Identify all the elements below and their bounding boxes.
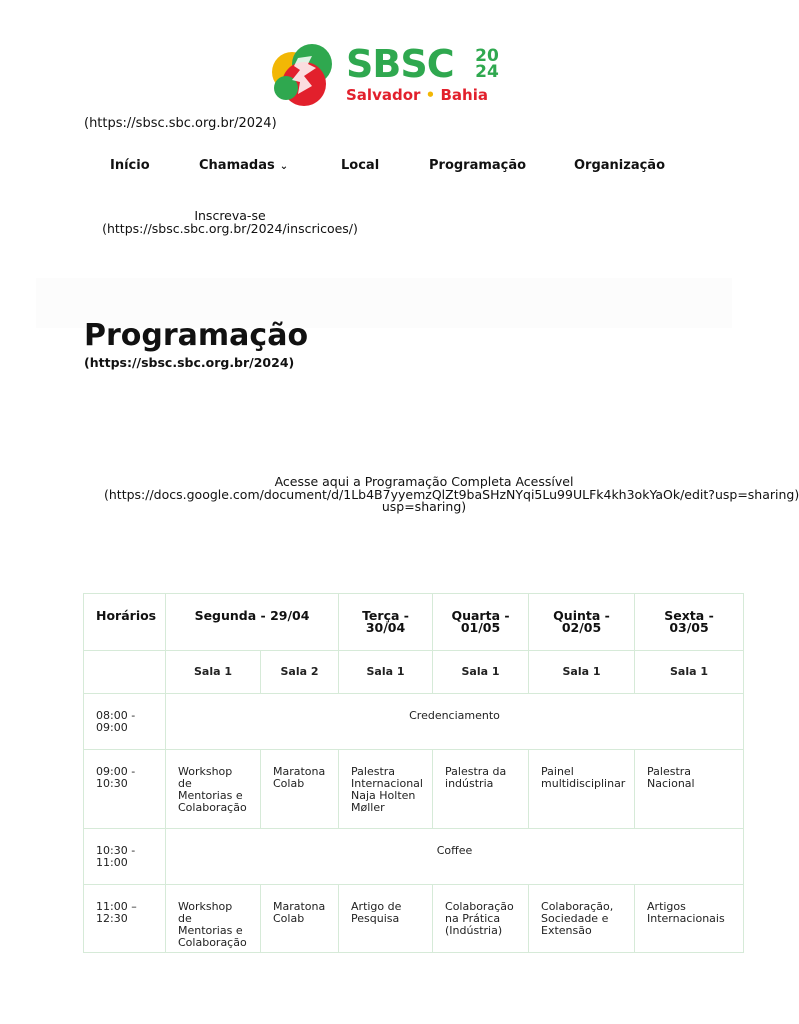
row-span-event: Credenciamento bbox=[166, 694, 744, 750]
row-time: 11:00 – 12:30 bbox=[84, 885, 166, 953]
logo-brand: SBSC bbox=[346, 42, 454, 86]
event-cell: Colaboração na Prática (Indústria) bbox=[433, 885, 529, 953]
table-row bbox=[84, 885, 744, 953]
logo-city: Salvador • Bahia bbox=[346, 86, 488, 104]
nav-item-local[interactable]: Local bbox=[341, 158, 380, 173]
row-time: 09:00 - 10:30 bbox=[84, 750, 166, 829]
accessible-program-link[interactable]: Acesse aqui a Programação Completa Acessível (https://docs.google.com/document/d/1Lb4B7yyemzQlZt9baSHzNYqi5Lu99ULFk4kh3okYaOk/edit?usp=sharing) usp=sharing) bbox=[104, 474, 799, 514]
row-span-event: Coffee bbox=[166, 829, 744, 885]
event-cell: Workshop de Mentorias e Colaboração bbox=[166, 750, 261, 829]
page-title: Programação bbox=[84, 318, 309, 353]
room-empty bbox=[84, 651, 166, 694]
event-cell: Artigo de Pesquisa bbox=[339, 885, 433, 953]
logo-link-url[interactable]: (https://sbsc.sbc.org.br/2024) bbox=[84, 116, 277, 131]
header-terca: Terça - 30/04 bbox=[339, 594, 433, 651]
row-time: 08:00 - 09:00 bbox=[84, 694, 166, 750]
table-header-row bbox=[84, 594, 744, 651]
event-cell: Maratona Colab bbox=[261, 750, 339, 829]
event-cell: Palestra Nacional bbox=[635, 750, 744, 829]
table-row bbox=[84, 694, 744, 750]
event-cell: Maratona Colab bbox=[261, 885, 339, 953]
header-segunda: Segunda - 29/04 bbox=[166, 594, 339, 651]
room-tue-1: Sala 1 bbox=[339, 651, 433, 694]
table-rooms-row bbox=[84, 651, 744, 694]
event-cell: Colaboração, Sociedade e Extensão bbox=[529, 885, 635, 953]
nav-item-inicio[interactable]: Início bbox=[110, 158, 150, 173]
room-thu-1: Sala 1 bbox=[529, 651, 635, 694]
nav-item-programacao[interactable]: Programação bbox=[429, 158, 527, 173]
header-sexta: Sexta - 03/05 bbox=[635, 594, 744, 651]
table-row bbox=[84, 829, 744, 885]
room-mon-2: Sala 2 bbox=[261, 651, 339, 694]
page-title-url[interactable]: (https://sbsc.sbc.org.br/2024) bbox=[84, 355, 295, 370]
chevron-down-icon: ⌄ bbox=[279, 161, 289, 172]
header-horarios: Horários bbox=[84, 594, 166, 651]
table-row bbox=[84, 750, 744, 829]
event-cell: Artigos Internacionais bbox=[635, 885, 744, 953]
schedule-table bbox=[83, 593, 725, 953]
event-cell: Workshop de Mentorias e Colaboração bbox=[166, 885, 261, 953]
logo-mark-icon bbox=[268, 42, 340, 108]
event-cell: Palestra Internacional Naja Holten Møller bbox=[339, 750, 433, 829]
logo-year: 20 24 bbox=[475, 46, 499, 82]
main-nav bbox=[0, 158, 768, 176]
subscribe-link[interactable]: Inscreva-se (https://sbsc.sbc.org.br/2024/inscricoes/) bbox=[102, 208, 358, 236]
room-wed-1: Sala 1 bbox=[433, 651, 529, 694]
header-quarta: Quarta - 01/05 bbox=[433, 594, 529, 651]
row-time: 10:30 - 11:00 bbox=[84, 829, 166, 885]
nav-item-organizacao[interactable]: Organização bbox=[574, 158, 665, 173]
site-logo[interactable] bbox=[268, 42, 504, 108]
header-quinta: Quinta - 02/05 bbox=[529, 594, 635, 651]
nav-item-chamadas[interactable]: Chamadas ⌄ bbox=[199, 158, 289, 173]
room-mon-1: Sala 1 bbox=[166, 651, 261, 694]
event-cell: Palestra da indústria bbox=[433, 750, 529, 829]
event-cell: Painel multidisciplinar bbox=[529, 750, 635, 829]
room-fri-1: Sala 1 bbox=[635, 651, 744, 694]
